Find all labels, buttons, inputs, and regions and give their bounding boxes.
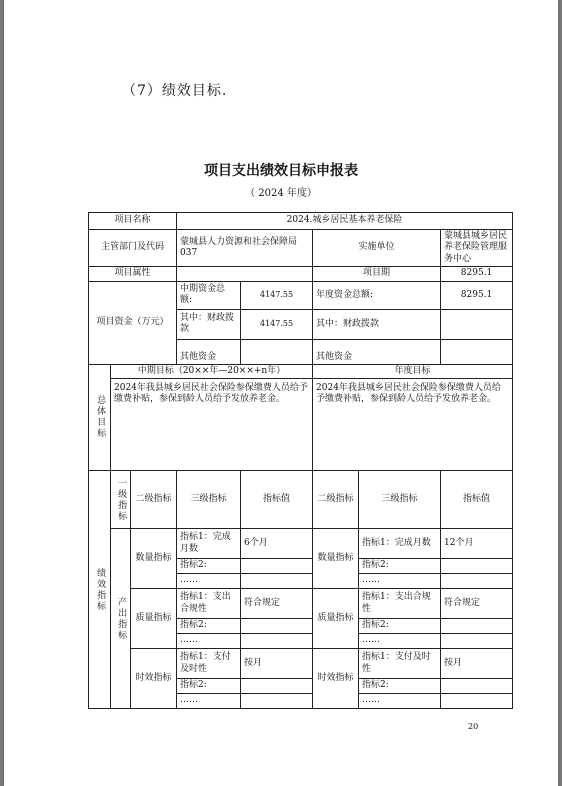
indicator-value-year: 12个月 xyxy=(441,529,513,559)
indicator-1-year: 指标1：完成月数 xyxy=(359,529,441,559)
level2-header-mid: 二级指标 xyxy=(131,471,177,529)
dept-value: 蒙城县人力资源和社会保障局 037 xyxy=(177,230,313,267)
page-number: 20 xyxy=(468,722,479,731)
mid-fiscal-value: 4147.55 xyxy=(241,309,313,339)
indicator-1-mid: 指标1：支付及时性 xyxy=(177,649,241,679)
group-name-mid: 质量指标 xyxy=(131,589,177,649)
group-name-mid: 数量指标 xyxy=(131,529,177,589)
level1-header: 一级指标 xyxy=(111,471,131,529)
mid-total-value: 4147.55 xyxy=(241,281,313,309)
indicator-2-year: 指标2: xyxy=(359,679,441,694)
impl-value: 蒙城县城乡居民养老保险管理服务中心 xyxy=(441,230,513,267)
indicator-etc-value-mid xyxy=(241,694,313,709)
mid-goal-header: 中期目标（20××年—20××+n年） xyxy=(111,364,313,378)
year-total-label: 年度资金总额: xyxy=(313,281,441,309)
year-other-label: 其他资金 xyxy=(313,339,441,364)
value-header-year: 指标值 xyxy=(441,471,513,529)
indicator-etc-value-year xyxy=(441,574,513,589)
indicator-value-mid: 符合规定 xyxy=(241,589,313,619)
indicator-2-year: 指标2: xyxy=(359,559,441,574)
indicator-etc-value-mid xyxy=(241,574,313,589)
indicator-etc-value-year xyxy=(441,634,513,649)
level3-header-mid: 三级指标 xyxy=(177,471,241,529)
period-label: 项目期 xyxy=(313,266,441,281)
level2-header-year: 二级指标 xyxy=(313,471,359,529)
group-name-year: 时效指标 xyxy=(313,649,359,709)
indicator-etc-mid: …… xyxy=(177,694,241,709)
indicator-1-mid: 指标1：支出合规性 xyxy=(177,589,241,619)
year-line: （ 2024 年度） xyxy=(245,188,317,199)
output-indicator-label: 产出指标 xyxy=(111,529,131,709)
indicator-etc-value-year xyxy=(441,694,513,709)
year-goal-text: 2024年我县城乡居民社会保险参保缴费人员给予缴费补贴，参保到龄人员给予发放养老金。 xyxy=(313,379,513,471)
mid-fiscal-label: 其中：财政拨款 xyxy=(177,309,241,339)
indicator-etc-year: …… xyxy=(359,634,441,649)
project-name-label: 项目名称 xyxy=(89,213,177,230)
indicator-2-value-year xyxy=(441,619,513,634)
year-goal-header: 年度目标 xyxy=(313,364,513,378)
group-name-mid: 时效指标 xyxy=(131,649,177,709)
indicator-2-value-year xyxy=(441,559,513,574)
year-fiscal-value xyxy=(441,309,513,339)
indicator-etc-year: …… xyxy=(359,574,441,589)
perf-indicator-label: 绩效指标 xyxy=(89,471,111,709)
indicator-value-year: 符合规定 xyxy=(441,589,513,619)
indicator-etc-mid: …… xyxy=(177,634,241,649)
year-total-value: 8295.1 xyxy=(441,281,513,309)
indicator-etc-value-mid xyxy=(241,634,313,649)
indicator-value-year: 按月 xyxy=(441,649,513,679)
table-title: 项目支出绩效目标申报表 xyxy=(204,163,358,179)
mid-other-value xyxy=(241,339,313,364)
indicator-2-value-year xyxy=(441,679,513,694)
indicator-value-mid: 6个月 xyxy=(241,529,313,559)
impl-label: 实施单位 xyxy=(313,230,441,267)
indicator-etc-year: …… xyxy=(359,694,441,709)
attr-label: 项目属性 xyxy=(89,266,177,281)
indicator-value-mid: 按月 xyxy=(241,649,313,679)
group-name-year: 数量指标 xyxy=(313,529,359,589)
overall-goal-label: 总体目标 xyxy=(89,364,111,470)
project-name: 2024.城乡居民基本养老保险 xyxy=(177,213,513,230)
indicator-etc-mid: …… xyxy=(177,574,241,589)
year-other-value xyxy=(441,339,513,364)
period-value: 8295.1 xyxy=(441,266,513,281)
indicator-2-value-mid xyxy=(241,559,313,574)
indicator-1-year: 指标1：支付及时性 xyxy=(359,649,441,679)
indicator-2-year: 指标2: xyxy=(359,619,441,634)
value-header-mid: 指标值 xyxy=(241,471,313,529)
indicator-1-year: 指标1：支出合规性 xyxy=(359,589,441,619)
year-fiscal-label: 其中：财政拨款 xyxy=(313,309,441,339)
level3-header-year: 三级指标 xyxy=(359,471,441,529)
group-name-year: 质量指标 xyxy=(313,589,359,649)
funds-label: 项目资金（万元） xyxy=(89,281,177,364)
mid-total-label: 中期资金总额: xyxy=(177,281,241,309)
dept-label: 主管部门及代码 xyxy=(89,230,177,267)
section-title: （7）绩效目标. xyxy=(122,83,228,99)
indicator-2-value-mid xyxy=(241,619,313,634)
indicator-1-mid: 指标1：完成月数 xyxy=(177,529,241,559)
performance-table xyxy=(88,212,513,709)
mid-goal-text: 2024年我县城乡居民社会保险参保缴费人员给予缴费补贴，参保到龄人员给予发放养老金。 xyxy=(111,379,313,471)
attr-value xyxy=(177,266,313,281)
indicator-2-mid: 指标2: xyxy=(177,679,241,694)
mid-other-label: 其他资金 xyxy=(177,339,241,364)
indicator-2-mid: 指标2: xyxy=(177,559,241,574)
indicator-2-value-mid xyxy=(241,679,313,694)
document-page xyxy=(4,0,558,786)
indicator-2-mid: 指标2: xyxy=(177,619,241,634)
